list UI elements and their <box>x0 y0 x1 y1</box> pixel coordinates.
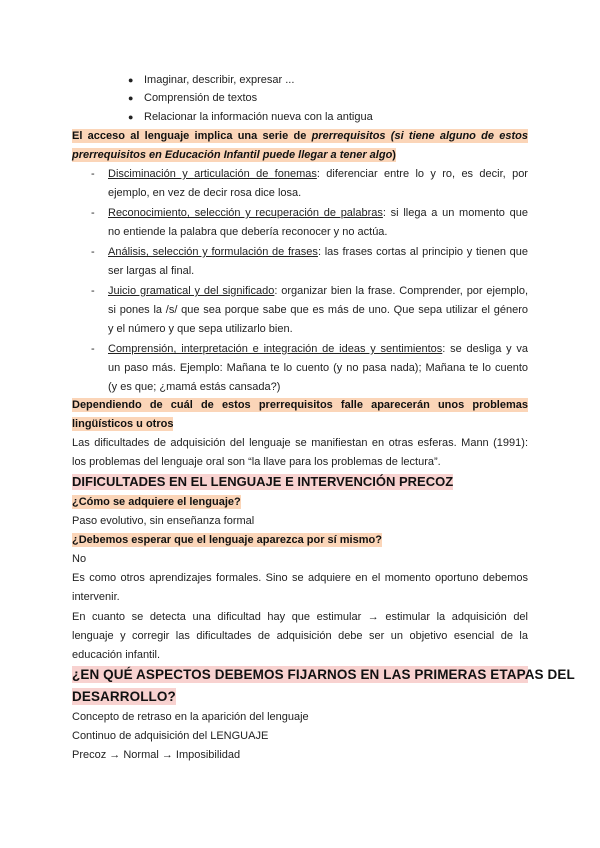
list-item-line: no entiende la palabra que debería reconocer y no actúa. <box>108 226 388 238</box>
list-item-line: (y es que; ¿mamá estás cansada?) <box>108 381 281 393</box>
dash-marker: - <box>91 285 95 297</box>
answer-text: No <box>72 553 87 565</box>
list-item-text: : organizar bien la frase. Comprender, por ejemplo, <box>274 285 528 297</box>
prereq-heading-italic: prerrequisitos (si tiene alguno de estos <box>311 130 528 142</box>
list-item-line: y el número y que sepa utilizarlo bien. <box>108 323 293 335</box>
list-item-first-line <box>108 206 528 220</box>
list-item-line: ejemplo, en vez de decir rosa dice losa. <box>108 187 302 199</box>
prereq-heading-line-1 <box>72 129 528 143</box>
bullet-dot: ● <box>128 93 134 103</box>
list-item-term: Disciminación y articulación de fonemas <box>108 168 317 180</box>
bullet-item: Comprensión de textos <box>144 92 258 104</box>
bullet-item: Imaginar, describir, expresar ... <box>144 74 295 86</box>
bullet-dot: ● <box>128 112 134 122</box>
closing-line: Continuo de adquisición del LENGUAJE <box>72 730 269 742</box>
list-item-text: : se desliga y va <box>442 343 529 355</box>
list-item-term: Comprensión, interpretación e integración de ideas y sentimientos <box>108 343 443 355</box>
paragraph-line: intervenir. <box>72 591 120 603</box>
list-item-first-line <box>108 245 528 259</box>
dash-marker: - <box>91 343 95 355</box>
list-item-line: un paso más. Ejemplo: Mañana te lo cuento (y no pasa nada); Mañana te lo cuento <box>108 362 528 374</box>
prereq-heading-text: El acceso al lenguaje implica una serie de <box>72 130 312 142</box>
dash-marker: - <box>91 246 95 258</box>
prereq-heading-text: ) <box>392 149 396 161</box>
paragraph-line: Es como otros aprendizajes formales. Sino se adquiere en el momento oportuno debemos <box>72 572 528 584</box>
list-item-term: Juicio gramatical y del significado <box>108 285 275 297</box>
dash-marker: - <box>91 207 95 219</box>
section-title: DIFICULTADES EN EL LENGUAJE E INTERVENCIÓN PRECOZ <box>72 474 454 489</box>
paragraph-line: En cuanto se detecta una dificultad hay que estimular → estimular la adquisición del <box>72 611 528 623</box>
bullet-item: Relacionar la información nueva con la antigua <box>144 111 373 123</box>
paragraph-line: Las dificultades de adquisición del lenguaje se manifiestan en otras esferas. Mann (1991): <box>72 437 528 449</box>
prereq-heading-line-2 <box>72 148 396 162</box>
list-item-text: : diferenciar entre lo y ro, es decir, por <box>316 168 528 180</box>
prereq-heading-italic: prerrequisitos en Educación Infantil puede llegar a tener algo <box>72 149 393 161</box>
answer-text: Paso evolutivo, sin enseñanza formal <box>72 515 255 527</box>
bullet-dot: ● <box>128 75 134 85</box>
list-item-term: Reconocimiento, selección y recuperación de palabras <box>108 207 383 219</box>
closing-line: Concepto de retraso en la aparición del lenguaje <box>72 711 309 723</box>
paragraph-line: los problemas del lenguaje oral son “la llave para los problemas de lectura”. <box>72 456 441 468</box>
paragraph-line: educación infantil. <box>72 649 161 661</box>
depend-heading-line-1: Dependiendo de cuál de estos prerrequisitos falle aparecerán unos problemas <box>72 399 528 411</box>
depend-heading-line-2: lingüísticos u otros <box>72 418 174 430</box>
paragraph-line: lenguaje y corregir las dificultades de adquisición debe ser un objetivo esencial de la <box>72 630 528 642</box>
big-heading-line-1: ¿EN QUÉ ASPECTOS DEBEMOS FIJARNOS EN LAS PRIMERAS ETAPAS DEL <box>72 667 575 682</box>
closing-line: Precoz → Normal → Imposibilidad <box>72 749 241 761</box>
list-item-text: : las frases cortas al principio y tienen que <box>317 246 529 258</box>
list-item-line: si pones la /s/ que sea porque sabe que es más de uno. Que sepa utilizar el género <box>108 304 528 316</box>
dash-marker: - <box>91 168 95 180</box>
question-heading: ¿Cómo se adquiere el lenguaje? <box>72 496 241 508</box>
list-item-term: Análisis, selección y formulación de frases <box>108 246 318 258</box>
list-item-first-line <box>108 167 528 181</box>
big-heading-line-2: DESARROLLO? <box>72 689 176 704</box>
question-heading: ¿Debemos esperar que el lenguaje aparezca por sí mismo? <box>72 534 382 546</box>
list-item-first-line <box>108 342 528 356</box>
list-item-line: ser largas al final. <box>108 265 195 277</box>
list-item-text: : si llega a un momento que <box>382 207 528 219</box>
list-item-first-line <box>108 284 528 298</box>
